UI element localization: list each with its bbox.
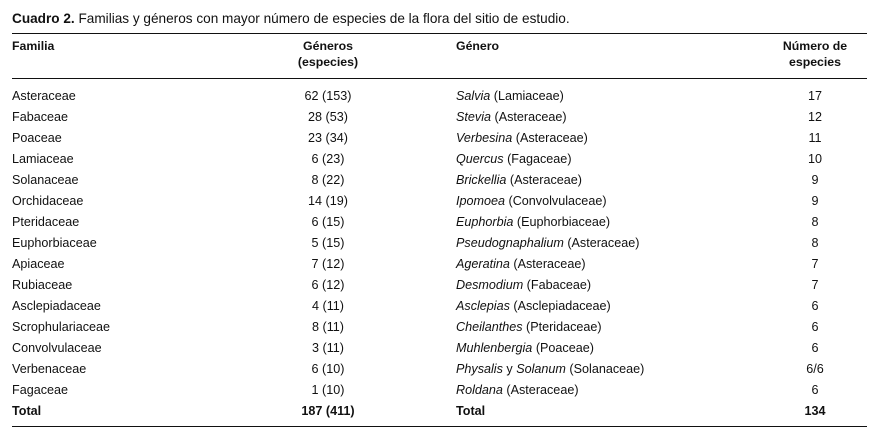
cell-numero: 6/6 xyxy=(806,362,824,376)
genus-name: Stevia xyxy=(456,110,492,124)
cell-familia: Lamiaceae xyxy=(12,152,74,166)
cell-familia: Asclepiadaceae xyxy=(12,299,101,313)
cell-generos: 4 (11) xyxy=(312,299,344,313)
cell-genero xyxy=(456,233,639,254)
genus-family: (Asteraceae) xyxy=(491,110,567,124)
cell-genero xyxy=(456,107,567,128)
cell-generos: 1 (10) xyxy=(311,383,345,397)
table-row xyxy=(0,338,880,359)
table-row xyxy=(0,149,880,170)
table-row xyxy=(0,380,880,401)
cell-numero: 6 xyxy=(811,299,819,313)
table-row xyxy=(0,296,880,317)
cell-generos: 6 (23) xyxy=(311,152,345,166)
top-rule xyxy=(12,33,867,34)
cell-genero xyxy=(456,128,588,149)
header-numero xyxy=(760,38,870,70)
cell-genero xyxy=(456,191,607,212)
cell-genero xyxy=(456,86,564,107)
header-rule xyxy=(12,78,867,79)
cell-familia: Poaceae xyxy=(12,131,62,145)
cell-generos: 8 (22) xyxy=(311,173,345,187)
header-generos-line1: Géneros xyxy=(303,39,353,53)
header-genero: Género xyxy=(456,39,500,53)
total-genero-label: Total xyxy=(456,404,486,418)
cell-generos: 3 (11) xyxy=(312,341,344,355)
genus-name: Euphorbia xyxy=(456,215,514,229)
cell-generos: 6 (15) xyxy=(311,215,345,229)
genus-name: Pseudognaphalium xyxy=(456,236,564,250)
cell-numero: 8 xyxy=(811,215,819,229)
cell-familia: Convolvulaceae xyxy=(12,341,102,355)
genus-name: Verbesina xyxy=(456,131,513,145)
genus-name: Roldana xyxy=(456,383,503,397)
genus-name: Asclepias xyxy=(456,299,510,313)
cell-familia: Verbenaceae xyxy=(12,362,87,376)
cell-generos: 7 (12) xyxy=(311,257,345,271)
table-row xyxy=(0,359,880,380)
header-generos-line2: (especies) xyxy=(297,55,359,69)
cell-numero: 7 xyxy=(811,278,819,292)
cell-familia: Apiaceae xyxy=(12,257,65,271)
caption-text: Familias y géneros con mayor número de especies de la flora del sitio de estudio. xyxy=(74,11,570,26)
genus-family: (Asteraceae) xyxy=(506,173,582,187)
header-familia: Familia xyxy=(12,39,55,53)
genus-family: (Asteraceae) xyxy=(502,383,579,397)
cell-numero: 6 xyxy=(811,383,819,397)
genus-family: (Pteridaceae) xyxy=(522,320,602,334)
table-body xyxy=(0,86,880,422)
header-numero-line1: Número de xyxy=(782,39,848,53)
cell-numero: 17 xyxy=(807,89,822,103)
table-row xyxy=(0,317,880,338)
cell-genero xyxy=(456,149,572,170)
table-header xyxy=(0,38,880,74)
cell-generos: 8 (11) xyxy=(312,320,344,334)
genus-family: (Solanaceae) xyxy=(565,362,645,376)
table-row xyxy=(0,275,880,296)
cell-familia: Orchidaceae xyxy=(12,194,84,208)
genus-connector: y xyxy=(502,362,517,376)
cell-genero xyxy=(456,296,611,317)
genus-family: (Euphorbiaceae) xyxy=(513,215,611,229)
table-caption xyxy=(12,10,570,27)
header-numero-line2: especies xyxy=(789,55,841,69)
cell-familia: Scrophulariaceae xyxy=(12,320,111,334)
table-row xyxy=(0,86,880,107)
total-numero: 134 xyxy=(804,404,826,418)
genus-family: (Asteraceae) xyxy=(563,236,640,250)
genus-name: Cheilanthes xyxy=(456,320,523,334)
table-row xyxy=(0,191,880,212)
cell-genero xyxy=(456,212,610,233)
cell-familia: Fabaceae xyxy=(12,110,69,124)
cell-generos: 6 (12) xyxy=(311,278,345,292)
genus-name: Quercus xyxy=(456,152,504,166)
genus-name: Ipomoea xyxy=(456,194,506,208)
table-row xyxy=(0,233,880,254)
genus-family: (Poaceae) xyxy=(532,341,594,355)
table-row xyxy=(0,170,880,191)
table-row xyxy=(0,254,880,275)
cell-generos: 62 (153) xyxy=(304,89,352,103)
genus-family: (Fagaceae) xyxy=(503,152,572,166)
table-row xyxy=(0,212,880,233)
header-generos xyxy=(278,38,378,70)
cell-genero xyxy=(456,338,594,359)
genus-name-second: Solanum xyxy=(516,362,566,376)
genus-name: Desmodium xyxy=(456,278,524,292)
cell-generos: 5 (15) xyxy=(311,236,345,250)
cell-numero: 7 xyxy=(811,257,819,271)
cell-numero: 11 xyxy=(808,131,822,145)
genus-family: (Convolvulaceae) xyxy=(505,194,607,208)
cell-numero: 12 xyxy=(807,110,822,124)
cell-generos: 14 (19) xyxy=(308,194,348,208)
cell-genero xyxy=(456,359,644,380)
cell-genero xyxy=(456,254,586,275)
cell-generos: 6 (10) xyxy=(311,362,345,376)
genus-family: (Asclepiadaceae) xyxy=(509,299,611,313)
cell-familia: Solanaceae xyxy=(12,173,79,187)
cell-numero: 9 xyxy=(811,173,819,187)
total-familia-label: Total xyxy=(12,404,42,418)
cell-familia: Fagaceae xyxy=(12,383,69,397)
table-row xyxy=(0,128,880,149)
cell-generos: 28 (53) xyxy=(308,110,348,124)
genus-name: Brickellia xyxy=(456,173,507,187)
genus-family: (Asteraceae) xyxy=(509,257,586,271)
cell-numero: 8 xyxy=(811,236,819,250)
cell-numero: 6 xyxy=(811,341,819,355)
cell-genero xyxy=(456,380,579,401)
total-generos: 187 (411) xyxy=(301,404,355,418)
genus-name: Salvia xyxy=(456,89,491,103)
cell-familia: Rubiaceae xyxy=(12,278,73,292)
cell-numero: 6 xyxy=(811,320,819,334)
cell-genero xyxy=(456,317,602,338)
cell-familia: Pteridaceae xyxy=(12,215,80,229)
genus-family: (Fabaceae) xyxy=(523,278,592,292)
caption-label: Cuadro 2. xyxy=(12,11,75,26)
bottom-rule xyxy=(12,426,867,427)
cell-genero xyxy=(456,170,582,191)
total-row xyxy=(0,401,880,422)
genus-name: Physalis xyxy=(456,362,503,376)
cell-numero: 10 xyxy=(807,152,822,166)
cell-familia: Euphorbiaceae xyxy=(12,236,97,250)
cell-generos: 23 (34) xyxy=(308,131,348,145)
cell-familia: Asteraceae xyxy=(12,89,76,103)
cell-numero: 9 xyxy=(811,194,819,208)
cell-genero xyxy=(456,275,591,296)
genus-family: (Asteraceae) xyxy=(512,131,588,145)
genus-family: (Lamiaceae) xyxy=(490,89,564,103)
genus-name: Muhlenbergia xyxy=(456,341,533,355)
genus-name: Ageratina xyxy=(456,257,510,271)
table-row xyxy=(0,107,880,128)
